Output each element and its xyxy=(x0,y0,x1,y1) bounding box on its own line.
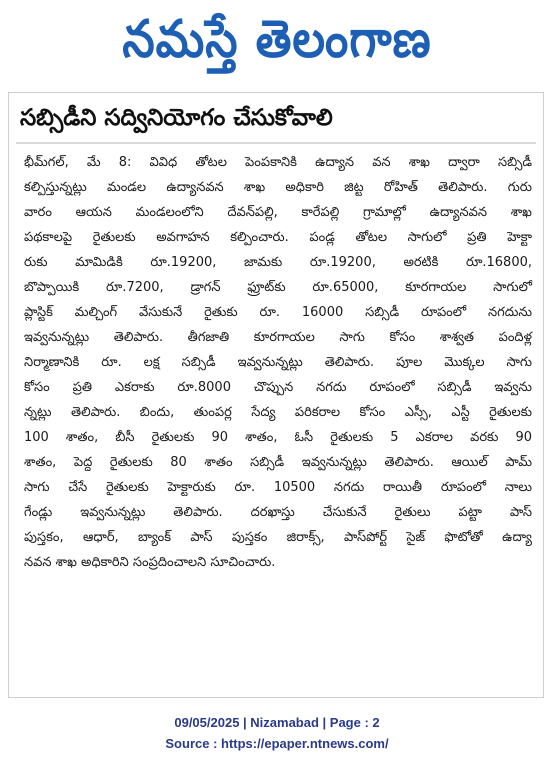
newspaper-logo: నమస్తే తెలంగాణ xyxy=(122,8,432,69)
article-line: న్నట్లు తెలిపారు. బిందు, తుంపర్ల సేద్య పరికరాల కోసం ఎస్సీ, ఎస్టీ రైతులకు xyxy=(24,405,532,420)
article-line: రుకు మామిడికి రూ.19200, జామకు రూ.19200, అరటికి రూ.16800, xyxy=(24,255,532,270)
article-line: సాగు చేసే రైతులకు హెక్టారుకు రూ. 10500 నగదు రాయితీ రూపంలో నాలు xyxy=(24,480,532,495)
article-line: ఇవ్వనున్నట్లు తెలిపారు. తీగజాతి కూరగాయల సాగు కోసం శాశ్వత పందిళ్ల xyxy=(24,330,532,345)
article-line: కోసం ప్రతి ఎకరాకు రూ.8000 చొప్పున నగదు రూపంలో సబ్సిడీ ఇవ్వను xyxy=(24,380,532,395)
article-line: ప్లాస్టిక్ మల్చింగ్ వేసుకునే రైతుకు రూ. 16000 సబ్సిడీ రూపంలో నగదును xyxy=(24,305,532,320)
headline-divider xyxy=(16,142,536,144)
article-line: పథకాలపై రైతులకు అవగాహన కల్పించారు. పండ్ల తోటల సాగులో ప్రతి హెక్టా xyxy=(24,230,532,245)
article-line: వారం ఆయన మండలంలోని దేవన్‌పల్లి, కారేపల్లి గ్రామాల్లో ఉద్యానవన శాఖ xyxy=(24,205,532,220)
article-line: భీమ్‌గల్, మే 8: వివిధ తోటల పెంపకానికి ఉద్యాన వన శాఖ ద్వారా సబ్సిడీ xyxy=(24,155,532,170)
article-line: నిర్మాణానికి రూ. లక్ష సబ్సిడీ ఇవ్వనున్నట్లు తెలిపారు. పూల మొక్కల సాగు xyxy=(24,355,532,370)
edition-info: 09/05/2025 | Nizamabad | Page : 2 xyxy=(174,715,380,730)
article-line: పుస్తకం, ఆధార్, బ్యాంక్ పాస్ పుస్తకం జిరాక్స్, పాస్‌పోర్ట్ సైజ్ ఫొటోతో ఉద్యా xyxy=(24,530,532,545)
article-line: బొప్పాయికి రూ.7200, డ్రాగన్ ఫ్రూట్‌కు రూ.65000, కూరగాయల సాగులో xyxy=(24,280,532,295)
source-link[interactable]: Source : https://epaper.ntnews.com/ xyxy=(165,736,389,751)
article-line: నవన శాఖ అధికారిని సంప్రదించాలని సూచించారు. xyxy=(24,555,276,570)
article-line: గేండ్లు ఇవ్వనున్నట్లు తెలిపారు. దరఖాస్తు చేసుకునే రైతులు పట్టా పాస్ xyxy=(24,505,532,520)
article-line: శాతం, పెద్ద రైతులకు 80 శాతం సబ్సిడీ ఇవ్వనున్నట్లు తెలిపారు. ఆయిల్ పామ్ xyxy=(24,455,532,470)
article-line: కల్పిస్తున్నట్లు మండల ఉద్యానవన శాఖ అధికారి జిట్ట రోహిత్ తెలిపారు. గురు xyxy=(24,180,532,195)
article-body xyxy=(24,150,532,575)
page-footer xyxy=(0,712,554,754)
article-headline: సబ్సిడీని సద్వినియోగం చేసుకోవాలి xyxy=(20,105,333,131)
article-line: 100 శాతం, బీసీ రైతులకు 90 శాతం, ఓసీ రైతులకు 5 ఎకరాల వరకు 90 xyxy=(24,430,532,445)
newspaper-masthead xyxy=(0,0,554,78)
